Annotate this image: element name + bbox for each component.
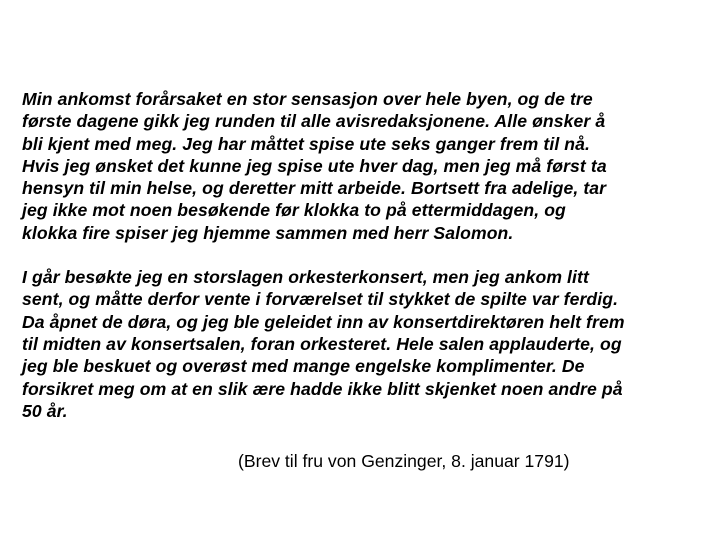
text-line: forsikret meg om at en slik ære hadde ikke blitt skjenket noen andre på — [22, 378, 623, 399]
letter-text — [22, 88, 712, 422]
text-line: Min ankomst forårsaket en stor sensasjon over hele byen, og de tre — [22, 89, 593, 109]
text-line: bli kjent med meg. Jeg har måttet spise ute seks ganger frem til nå. — [22, 133, 591, 154]
paragraph-gap — [22, 244, 712, 266]
text-line: hensyn til min helse, og deretter mitt arbeide. Bortsett fra adelige, tar — [22, 178, 607, 199]
text-line: første dagene gikk jeg runden til alle avisredaksjonene. Alle ønsker å — [22, 111, 606, 132]
text-line: klokka fire spiser jeg hjemme sammen med herr Salomon. — [22, 222, 514, 243]
text-line: 50 år. — [22, 400, 68, 421]
paragraph-2 — [22, 266, 712, 422]
text-line: jeg ikke mot noen besøkende før klokka to på ettermiddagen, og — [22, 200, 566, 221]
text-line: I går besøkte jeg en storslagen orkesterkonsert, men jeg ankom litt — [22, 267, 589, 288]
text-line: Da åpnet de døra, og jeg ble geleidet inn av konsertdirektøren helt frem — [22, 311, 625, 332]
paragraph-1 — [22, 88, 712, 244]
text-line: til midten av konsertsalen, foran orkesteret. Hele salen applauderte, og — [22, 333, 622, 354]
text-line: jeg ble beskuet og overøst med mange engelske komplimenter. De — [22, 356, 585, 377]
citation: (Brev til fru von Genzinger, 8. januar 1791) — [238, 451, 570, 471]
text-line: Hvis jeg ønsket det kunne jeg spise ute hver dag, men jeg må først ta — [22, 155, 607, 176]
text-line: sent, og måtte derfor vente i forværelset til stykket de spilte var ferdig. — [22, 289, 619, 310]
